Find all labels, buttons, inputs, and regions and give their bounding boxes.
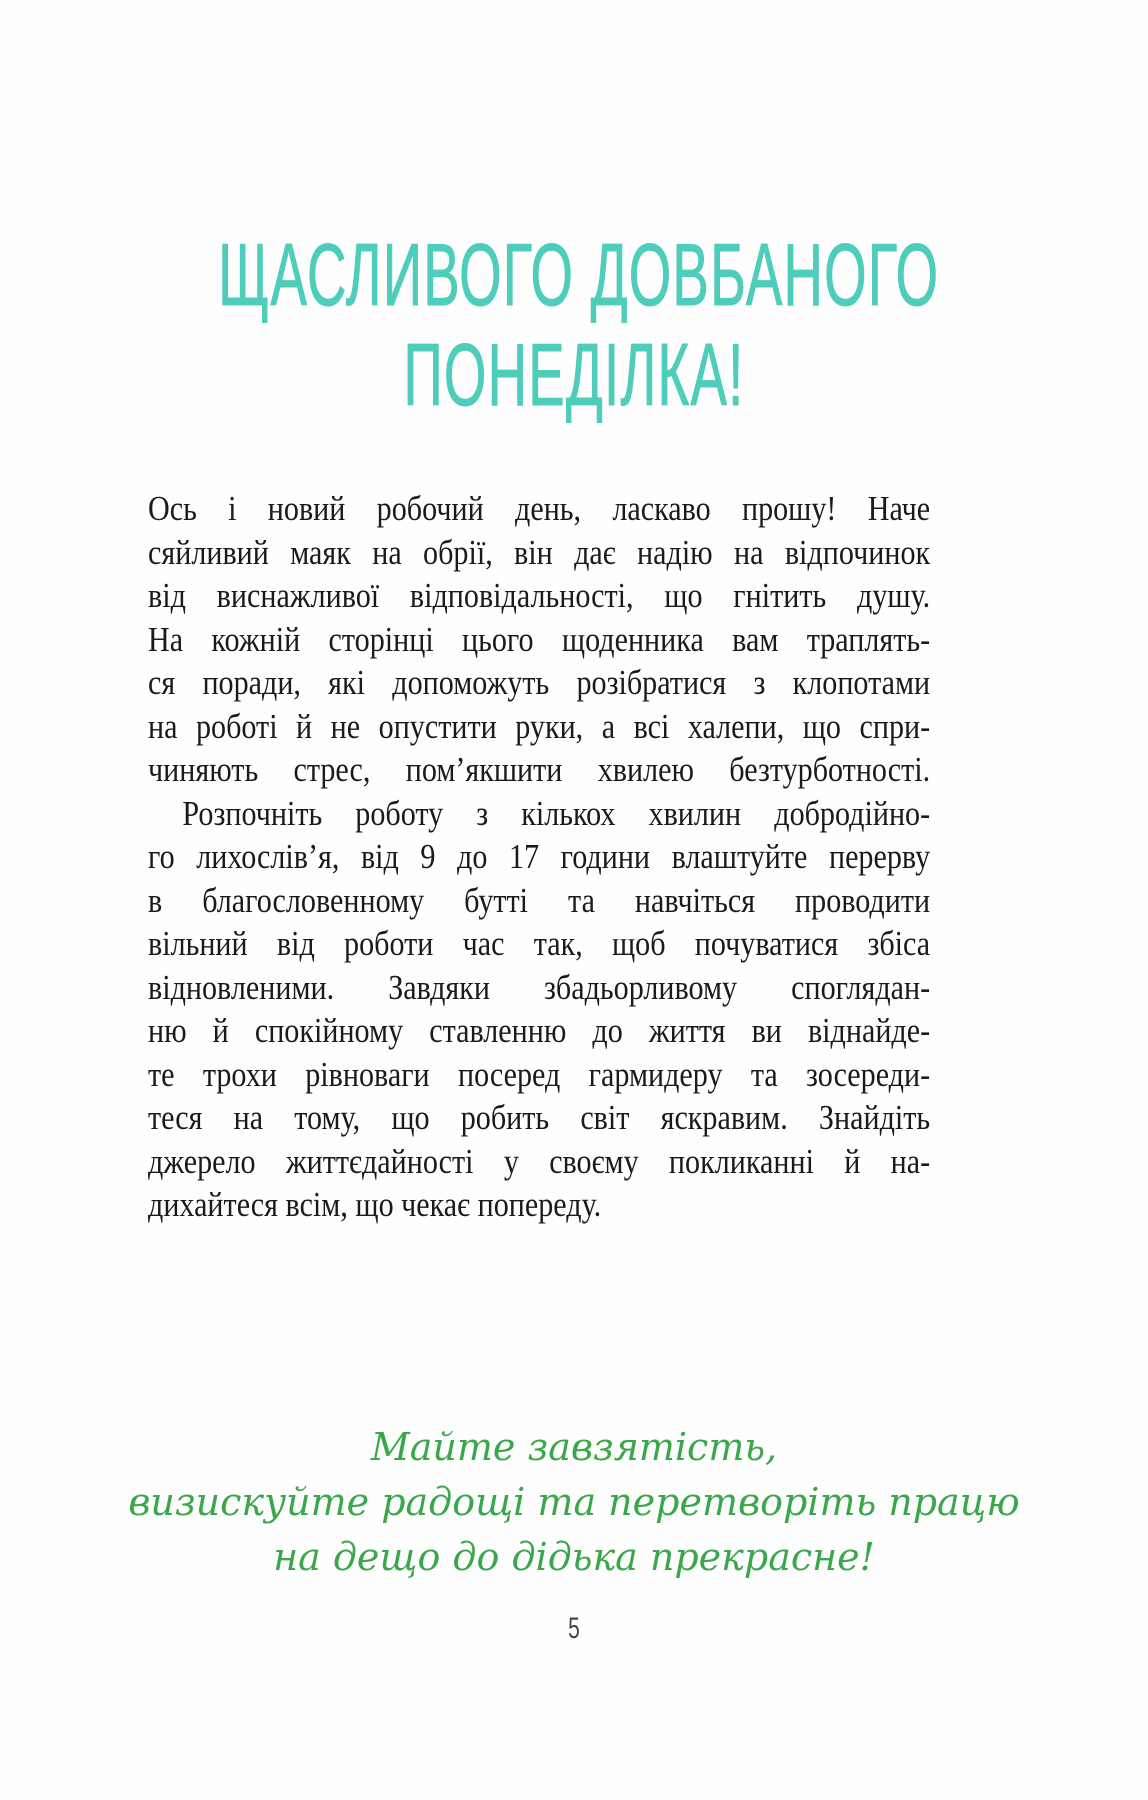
text-line: Розпочніть роботу з кількох хвилин добродійно- xyxy=(182,793,931,833)
text-line: теся на тому, що робить світ яскравим. Знайдіть xyxy=(148,1098,931,1137)
text-line: на роботі й не опустити руки, а всі халепи, що спри- xyxy=(148,706,931,746)
text-line: На кожній сторінці цього щоденника вам траплять- xyxy=(148,619,931,659)
body-text xyxy=(148,487,930,1227)
text-line: від виснажливої відповідальності, що гнітить душу. xyxy=(148,576,931,615)
text-line: дихайтеся всім, що чекає попереду. xyxy=(148,1185,602,1224)
title-line: ПОНЕДІЛКА! xyxy=(403,325,745,424)
text-line: джерело життєдайності у своєму покликанні й на- xyxy=(148,1141,931,1181)
text-line: чиняють стрес, пом’якшити хвилею безтурботності. xyxy=(148,750,931,789)
text-line: Ось і новий робочий день, ласкаво прошу! Наче xyxy=(148,489,931,528)
quote-line: визискуйте радощі та перетворіть працю xyxy=(128,1480,1020,1524)
text-line: ню й спокійному ставленню до життя ви віднайде- xyxy=(148,1011,931,1050)
text-line: відновленими. Завдяки збадьорливому споглядан- xyxy=(148,967,931,1007)
page-number: 5 xyxy=(568,1612,580,1645)
page-title xyxy=(0,225,1148,425)
text-line: те трохи рівноваги посеред гармидеру та зосереди- xyxy=(148,1054,931,1094)
text-line: ся поради, які допоможуть розібратися з клопотами xyxy=(148,663,931,702)
text-line: сяйливий маяк на обрії, він дає надію на відпочинок xyxy=(148,532,931,572)
quote-line: Майте завзятість, xyxy=(370,1425,778,1469)
motivational-quote xyxy=(0,1420,1148,1585)
text-line: вільний від роботи час так, щоб почуватися збіса xyxy=(148,924,931,963)
title-line: ЩАСЛИВОГО ДОВБАНОГО xyxy=(218,225,940,324)
text-line: го лихослів’я, від 9 до 17 години влаштуйте перерву xyxy=(148,837,931,876)
quote-line: на дещо до дідька прекрасне! xyxy=(273,1535,875,1579)
text-line: в благословенному бутті та навчіться проводити xyxy=(148,880,931,920)
